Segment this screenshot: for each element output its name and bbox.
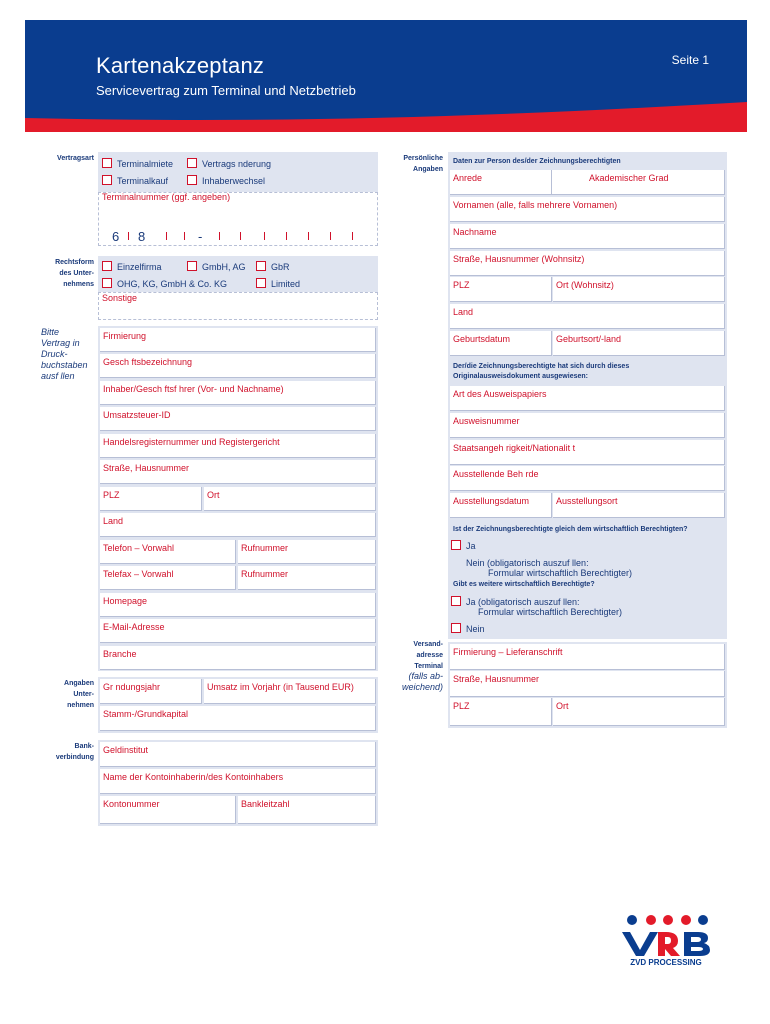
checkbox-vertragsaenderung[interactable] — [187, 158, 197, 168]
behoerde-field[interactable] — [450, 466, 725, 491]
vertragsart-label: Vertragsart — [57, 155, 94, 162]
angaben-unternehmen-label: Angaben Unter- nehmen — [64, 680, 94, 709]
strasse-label: Straße, Hausnummer — [103, 463, 190, 473]
terminal-digit-1: 6 — [112, 229, 120, 244]
daten-heading: Daten zur Person des/der Zeichnungsberechtigten — [453, 158, 621, 165]
page-title: Kartenakzeptanz — [96, 53, 265, 78]
ausstellungsort-field[interactable] — [553, 493, 725, 518]
wohnsitz-plz-field[interactable] — [450, 277, 552, 302]
terminal-dash: - — [198, 229, 203, 244]
digit-separator — [308, 232, 309, 240]
digit-separator — [166, 232, 167, 240]
grad-label: Akademischer Grad — [589, 173, 669, 183]
email-label: E-Mail-Adresse — [103, 622, 165, 632]
telefax-nummer-field[interactable] — [238, 566, 376, 590]
checkbox-inhaberwechsel[interactable] — [187, 175, 197, 185]
kontonummer-label: Kontonummer — [103, 799, 160, 809]
checkbox-ja-weitere[interactable] — [451, 596, 461, 606]
wohnsitz-strasse-label: Straße, Hausnummer (Wohnsitz) — [453, 254, 585, 264]
digit-separator — [264, 232, 265, 240]
telefon-vorwahl-label: Telefon – Vorwahl — [103, 543, 175, 553]
wohnsitz-land-field[interactable] — [450, 304, 725, 329]
label-ohg: OHG, KG, GmbH & Co. KG — [117, 279, 228, 289]
lieferanschrift-label: Firmierung – Lieferanschrift — [453, 647, 563, 657]
label-inhaberwechsel: Inhaberwechsel — [202, 176, 266, 186]
versand-ort-label: Ort — [556, 701, 569, 711]
label-gmbh: GmbH, AG — [202, 262, 246, 272]
wohnsitz-land-label: Land — [453, 307, 474, 317]
page-number: Seite 1 — [671, 53, 709, 67]
label-vertragsaenderung: Vertrags nderung — [202, 159, 272, 169]
frage-berechtigter: Ist der Zeichnungsberechtigte gleich dem wirtschaftlich Berechtigten? — [453, 526, 688, 533]
label-limited: Limited — [271, 279, 301, 289]
label-nein-weitere: Nein — [466, 624, 485, 634]
wohnsitz-ort-field[interactable] — [553, 277, 725, 302]
bankverbindung-label: Bank- verbindung — [55, 743, 94, 761]
bankleitzahl-label: Bankleitzahl — [241, 799, 290, 809]
label-nein-text: Nein (obligatorisch auszuf llen: — [466, 558, 589, 568]
geschaeftsbezeichnung-field[interactable] — [100, 354, 376, 378]
umsatz-field[interactable] — [204, 679, 376, 704]
header-banner — [25, 20, 747, 132]
terminalnummer-label: Terminalnummer (ggf. angeben) — [102, 192, 231, 202]
checkbox-ja[interactable] — [451, 540, 461, 550]
gruendungsjahr-field[interactable] — [100, 679, 202, 704]
versand-plz-label: PLZ — [453, 701, 470, 711]
email-field[interactable] — [100, 619, 376, 643]
telefon-vorwahl-field[interactable] — [100, 540, 236, 564]
checkbox-gbr[interactable] — [256, 261, 266, 271]
stammkapital-field[interactable] — [100, 706, 376, 731]
telefon-nummer-field[interactable] — [238, 540, 376, 564]
stammkapital-label: Stamm-/Grundkapital — [103, 709, 189, 719]
versandadresse-label: Versand- adresse Terminal — [413, 641, 443, 670]
digit-separator — [128, 232, 129, 240]
label-terminalmiete: Terminalmiete — [117, 159, 174, 169]
firmierung-label: Firmierung — [103, 331, 147, 341]
sonstige-field[interactable] — [98, 292, 378, 320]
kontoinhaber-label: Name der Kontoinhaberin/des Kontoinhabers — [103, 772, 284, 782]
staatsangehoerigkeit-field[interactable] — [450, 440, 725, 465]
label-nein-formular: Formular wirtschaftlich Berechtigter) — [488, 568, 633, 578]
label-gbr: GbR — [271, 262, 290, 272]
vornamen-label: Vornamen (alle, falls mehrere Vornamen) — [453, 200, 618, 210]
digit-separator — [352, 232, 353, 240]
telefax-vorwahl-field[interactable] — [100, 566, 236, 590]
checkbox-nein-weitere[interactable] — [451, 623, 461, 633]
firmierung-field[interactable] — [100, 328, 376, 352]
wohnsitz-ort-label: Ort (Wohnsitz) — [556, 280, 614, 290]
falls-abweichend-label: (falls ab- weichend) — [401, 671, 443, 692]
nachname-label: Nachname — [453, 227, 497, 237]
branche-label: Branche — [103, 649, 137, 659]
ausstellungsort-label: Ausstellungsort — [556, 496, 618, 506]
ausstellungsdatum-field[interactable] — [450, 493, 552, 518]
handelsregister-field[interactable] — [100, 434, 376, 458]
land-label: Land — [103, 516, 124, 526]
ausweis-heading: Der/die Zeichnungsberechtigte hat sich durch dieses Originalausweisdokument ausgewiesen: — [453, 363, 630, 380]
land-field[interactable] — [100, 513, 376, 537]
logo-caption: ZVD PROCESSING — [630, 958, 702, 967]
anrede-spacer — [552, 170, 586, 195]
ausweisart-field[interactable] — [450, 386, 725, 411]
inhaber-label: Inhaber/Gesch ftsf hrer (Vor- und Nachname) — [103, 384, 284, 394]
plz-field[interactable] — [100, 487, 202, 511]
versand-strasse-label: Straße, Hausnummer — [453, 674, 540, 684]
kontoinhaber-field[interactable] — [100, 769, 376, 794]
wohnsitz-plz-label: PLZ — [453, 280, 470, 290]
ausweisnummer-label: Ausweisnummer — [453, 416, 520, 426]
geschaeftsbezeichnung-label: Gesch ftsbezeichnung — [103, 357, 193, 367]
geburtsort-field[interactable] — [553, 331, 725, 356]
telefax-nummer-label: Rufnummer — [241, 569, 289, 579]
sonstige-label: Sonstige — [102, 293, 138, 303]
bankleitzahl-field[interactable] — [238, 796, 376, 824]
wohnsitz-strasse-field[interactable] — [450, 251, 725, 276]
bitte-hinweis: Bitte Vertrag in Druck- buchstaben ausf llen — [41, 327, 88, 381]
gruendungsjahr-label: Gr ndungsjahr — [103, 682, 161, 692]
checkbox-ohg[interactable] — [102, 278, 112, 288]
digit-separator — [330, 232, 331, 240]
handelsregister-label: Handelsregisternummer und Registergericht — [103, 437, 280, 447]
geburtsort-label: Geburtsort/-land — [556, 334, 622, 344]
strasse-field[interactable] — [100, 460, 376, 484]
terminal-digit-2: 8 — [138, 229, 146, 244]
vertragsart-panel — [98, 152, 378, 192]
page-subtitle: Servicevertrag zum Terminal und Netzbetrieb — [96, 83, 356, 98]
ausstellungsdatum-label: Ausstellungsdatum — [453, 496, 530, 506]
inhaber-field[interactable] — [100, 381, 376, 405]
branche-field[interactable] — [100, 646, 376, 670]
ausweisnummer-field[interactable] — [450, 413, 725, 438]
checkbox-gmbh[interactable] — [187, 261, 197, 271]
geldinstitut-label: Geldinstitut — [103, 745, 149, 755]
ort-label: Ort — [207, 490, 220, 500]
geburtsdatum-label: Geburtsdatum — [453, 334, 511, 344]
behoerde-label: Ausstellende Beh rde — [453, 469, 539, 479]
vornamen-field[interactable] — [450, 197, 725, 222]
anrede-label: Anrede — [453, 173, 483, 183]
rechtsform-label: Rechtsform des Unter- nehmens — [55, 259, 94, 288]
label-terminalkauf: Terminalkauf — [117, 176, 169, 186]
anrede-field[interactable] — [450, 170, 552, 195]
label-ja: Ja — [466, 541, 476, 551]
staatsangehoerigkeit-label: Staatsangeh rigkeit/Nationalit t — [453, 443, 576, 453]
digit-separator — [286, 232, 287, 240]
versand-strasse-field[interactable] — [450, 671, 725, 697]
versand-plz-field[interactable] — [450, 698, 552, 726]
plz-label: PLZ — [103, 490, 120, 500]
checkbox-einzelfirma[interactable] — [102, 261, 112, 271]
frage-weitere: Gibt es weitere wirtschaftlich Berechtigte? — [453, 581, 595, 588]
umsatz-label: Umsatz im Vorjahr (in Tausend EUR) — [207, 682, 354, 692]
versand-ort-field[interactable] — [553, 698, 725, 726]
geburtsdatum-field[interactable] — [450, 331, 552, 356]
checkbox-terminalmiete[interactable] — [102, 158, 112, 168]
telefon-nummer-label: Rufnummer — [241, 543, 289, 553]
digit-separator — [184, 232, 185, 240]
label-ja-weitere-text: Ja (obligatorisch auszuf llen: — [466, 597, 580, 607]
homepage-label: Homepage — [103, 596, 148, 606]
label-einzelfirma: Einzelfirma — [117, 262, 162, 272]
kontonummer-field[interactable] — [100, 796, 236, 824]
ausweisart-label: Art des Ausweispapiers — [453, 389, 547, 399]
geldinstitut-field[interactable] — [100, 742, 376, 767]
homepage-field[interactable] — [100, 593, 376, 617]
ust-field[interactable] — [100, 407, 376, 431]
grad-field[interactable] — [586, 170, 725, 195]
persoenliche-angaben-label: Persönliche Angaben — [403, 155, 443, 173]
ort-field[interactable] — [204, 487, 376, 511]
checkbox-terminalkauf[interactable] — [102, 175, 112, 185]
digit-separator — [240, 232, 241, 240]
nachname-field[interactable] — [450, 224, 725, 249]
ust-label: Umsatzsteuer-ID — [103, 410, 171, 420]
checkbox-limited[interactable] — [256, 278, 266, 288]
digit-separator — [219, 232, 220, 240]
lieferanschrift-field[interactable] — [450, 644, 725, 670]
telefax-vorwahl-label: Telefax – Vorwahl — [103, 569, 174, 579]
label-ja-weitere-formular: Formular wirtschaftlich Berechtigter) — [478, 607, 623, 617]
